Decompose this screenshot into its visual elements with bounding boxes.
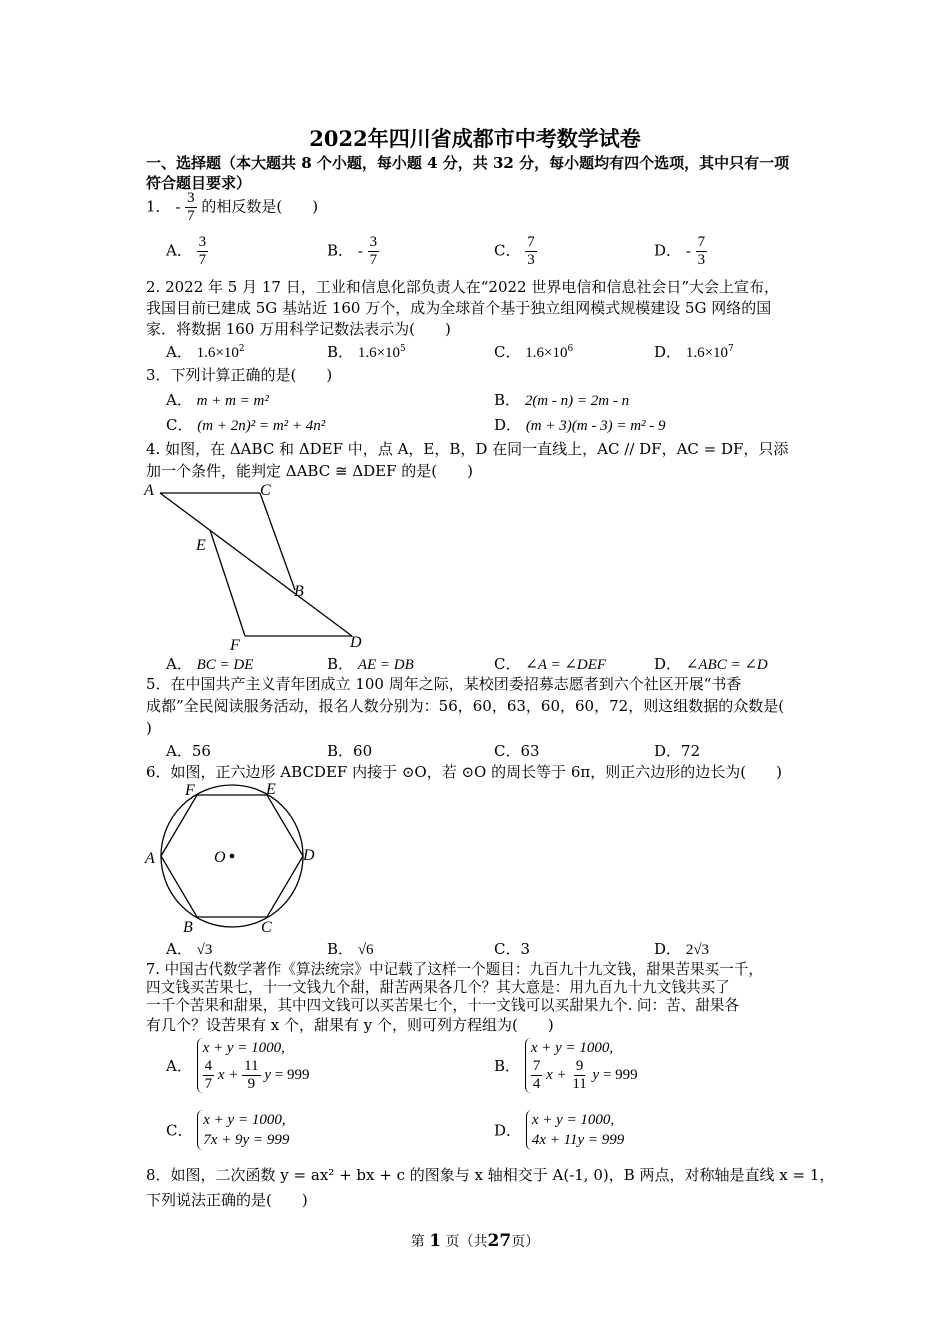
label-f: F [185,782,195,799]
option-exponent: 6 [567,344,574,354]
denominator: 7 [198,252,207,268]
coefficient-fraction [203,1058,215,1093]
option-expression: (m + 2n)² = m² + 4n² [197,418,326,434]
option-sign: - [685,243,691,260]
option-value: √6 [357,942,374,958]
numerator: 7 [697,234,706,250]
option-base: 1.6×10 [196,345,239,361]
option-label: A． [166,391,192,409]
equation-2: $\frac{7}{4}$ x + $\frac{9}{11}$ y = 999 [532,1058,638,1092]
denominator: 9 [247,1076,256,1092]
q6-option-a [166,938,212,959]
q7-option-a [166,1038,310,1093]
q5-option-a [166,740,211,761]
equation-2: 7x + 9y = 999 [203,1132,290,1148]
denominator: 7 [187,208,195,224]
label-e: E [266,781,276,798]
page-title: 2022年四川省成都市中考数学试卷 [309,126,641,151]
option-fraction [368,234,380,269]
option-expression: 2(m - n) = 2m - n [524,393,630,409]
question-5-line3: ) [146,719,152,737]
numerator: 11 [244,1058,259,1074]
footer-mid: 页（共 [445,1234,488,1250]
option-label: B． [327,940,354,958]
option-label: B． [327,655,354,673]
denominator: 11 [572,1076,587,1092]
option-label: A． [166,742,192,760]
coefficient-fraction [242,1058,260,1093]
q4-option-c [494,653,606,674]
question-number: 1． [146,197,171,216]
question-1 [146,190,318,225]
footer-post: 页） [511,1234,540,1250]
q4-option-b [327,653,414,674]
option-exponent: 2 [238,344,245,354]
denominator: 7 [204,1076,213,1092]
question-7-line3: 一千个苦果和甜果，其中四文钱可以买苦果七个，十一文钱可以买甜果九个. 问：苦、甜果各 [146,997,740,1014]
numerator: 7 [532,1058,541,1074]
question-6: 6．如图，正六边形 ABCDEF 内接于 ⊙O，若 ⊙O 的周长等于 6π，则正六边形的边长为( ) [146,763,782,781]
equation-1: x + y = 1000, [530,1040,614,1056]
footer-pre: 第 [410,1234,425,1250]
option-value: 2√3 [685,942,710,958]
equation-system [197,1038,310,1093]
q6-figure [140,778,325,938]
label-d: D [350,634,362,651]
equation-1: x + y = 1000, [531,1112,615,1128]
option-label: C． [494,241,521,260]
question-2-line2: 我国目前已建成 5G 基站近 160 万个，成为全球首个基于独立组网模式规模建设 5G 网络的国 [146,299,772,317]
q1-option-a [166,234,208,269]
label-c: C [260,482,271,499]
option-label: D． [494,1121,522,1140]
option-value: √3 [196,942,213,958]
question-7-line4: 有几个？设苦果有 x 个，甜果有 y 个，则可列方程组为( ) [146,1016,554,1034]
numerator: 3 [369,234,378,250]
option-value: 3 [520,940,531,958]
option-label: B． [494,391,521,409]
equation-system [197,1110,289,1150]
option-label: B． [494,1057,521,1075]
option-expression: m + m = m² [196,393,269,409]
label-d: D [303,847,315,864]
coefficient-fraction [531,1058,543,1093]
q2-option-c [494,341,573,362]
label-b: B [294,583,304,600]
option-fraction [197,234,209,269]
q3-option-d [494,414,666,435]
minus-sign: - [175,199,181,216]
option-label: A． [166,940,192,958]
q4-option-d [654,653,768,674]
q5-option-b [327,740,372,761]
numerator: 7 [527,234,535,250]
fraction [185,190,197,225]
question-7-line1: 7. 中国古代数学著作《算法统宗》中记载了这样一个题目：九百九十九文钱，甜果苦果买一千， [146,961,763,978]
option-expression: BC = DE [196,657,254,673]
option-value: 72 [681,742,701,760]
option-label: C． [166,416,193,434]
option-expression: ∠ABC = ∠D [685,657,768,673]
option-expression: (m + 3)(m - 3) = m² - 9 [525,418,666,434]
option-value: 56 [191,742,211,760]
q7-option-c [166,1110,289,1150]
q6-option-d [654,938,709,959]
numerator: 9 [575,1058,584,1074]
segment-cb [260,493,295,590]
question-8-line1: 8．如图，二次函数 y = ax² + bx + c 的图象与 x 轴相交于 A(-1, 0)，B 两点，对称轴是直线 x = 1， [146,1166,835,1184]
option-base: 1.6×10 [357,345,401,361]
question-2-line1: 2. 2022 年 5 月 17 日，工业和信息化部负责人在“2022 世界电信和信息社会日”大会上宣布， [146,278,780,296]
q7-option-b [494,1038,638,1093]
equation-1: x + y = 1000, [203,1112,286,1128]
q3-option-a [166,389,269,410]
q7-option-d [494,1110,624,1150]
equation-rhs: = 999 [274,1066,310,1083]
label-b: B [183,919,193,936]
q1-option-c [494,234,537,269]
q1-option-d [654,234,707,269]
label-c: C [261,919,272,936]
option-fraction [525,234,537,269]
numerator: 3 [187,190,195,206]
option-label: C． [166,1121,193,1140]
q5-option-d [654,740,700,761]
option-label: A． [166,343,192,361]
numerator: 3 [198,234,207,250]
question-2-line3: 家．将数据 160 万用科学记数法表示为( ) [146,320,451,338]
option-label: C． [494,940,521,958]
option-label: B． [327,343,354,361]
q3-option-c [166,414,325,435]
q1-option-b [327,234,379,269]
denominator: 3 [697,252,706,268]
q4-option-a [166,653,253,674]
option-label: D． [654,241,682,260]
q6-option-b [327,938,374,959]
option-label: C． [494,343,521,361]
q2-option-a [166,341,245,362]
question-8-line2: 下列说法正确的是( ) [146,1191,308,1209]
question-text: 的相反数是( ) [201,197,319,216]
label-f: F [230,637,240,653]
question-4-line2: 加一个条件，能判定 ΔABC ≅ ΔDEF 的是( ) [146,462,474,480]
equation-system [526,1110,624,1150]
denominator: 4 [532,1076,541,1092]
question-4-line1: 4. 如图，在 ΔABC 和 ΔDEF 中，点 A，E，B，D 在同一直线上，AC // DF，AC = DF，只添 [146,440,789,458]
option-base: 1.6×10 [685,345,729,361]
denominator: 3 [527,252,535,268]
question-7-line2: 四文钱买苦果七，十一文钱九个甜，甜苦两果各几个？其大意是：用九百九十九文钱共买了 [146,979,730,996]
label-e: E [196,537,206,554]
section-header-line2: 符合题目要求） [146,174,252,192]
label-a: A [144,482,154,499]
label-a: A [145,850,155,867]
equation-rhs: = 999 [602,1066,638,1083]
question-5-line2: 成都”全民阅读服务活动，报名人数分别为：56，60，63，60，60，72，则这组数据的众数是( [146,697,785,715]
equation-system [525,1038,638,1093]
q6-option-c [494,938,530,959]
option-label: A． [166,1057,192,1075]
option-label: D． [654,940,682,958]
option-label: C． [494,742,521,760]
denominator: 7 [369,252,378,268]
option-exponent: 7 [728,344,734,354]
option-label: A． [166,241,192,260]
segment-ad [160,493,352,636]
option-label: D． [654,742,682,760]
option-label: C． [494,655,521,673]
page-number: 1 [429,1231,442,1251]
option-label: D． [654,655,682,673]
option-label: A． [166,655,192,673]
center-point [230,854,235,859]
option-fraction [696,234,708,269]
option-label: B． [327,742,354,760]
coefficient-fraction [570,1058,588,1093]
label-o: O [214,849,226,866]
equation-1: x + y = 1000, [202,1040,285,1056]
option-label: B． [327,241,354,260]
q2-option-d [654,341,734,362]
q4-figure [140,478,380,653]
option-exponent: 5 [400,344,406,354]
option-value: 63 [520,742,540,760]
numerator: 4 [204,1058,213,1074]
equation-2: $\frac{4}{7}$ x + $\frac{11}{9}$ y = 999 [204,1058,310,1092]
segment-ef [210,530,245,636]
option-expression: AE = DB [357,657,414,673]
q2-option-b [327,341,406,362]
question-3: 3．下列计算正确的是( ) [146,366,333,384]
total-pages: 27 [487,1231,512,1251]
option-label: D． [654,343,682,361]
page-footer [0,1231,950,1251]
option-label: D． [494,416,522,434]
option-sign: - [357,243,363,260]
q3-option-b [494,389,629,410]
question-5-line1: 5．在中国共产主义青年团成立 100 周年之际，某校团委招募志愿者到六个社区开展“书香 [146,675,742,693]
option-value: 60 [353,742,373,760]
equation-2: 4x + 11y = 999 [531,1132,625,1148]
option-expression: ∠A = ∠DEF [525,657,607,673]
section-header-line1: 一、选择题（本大题共 8 个小题，每小题 4 分，共 32 分，每小题均有四个选项，其中只有一项 [146,154,790,172]
option-base: 1.6×10 [525,345,568,361]
q5-option-c [494,740,540,761]
